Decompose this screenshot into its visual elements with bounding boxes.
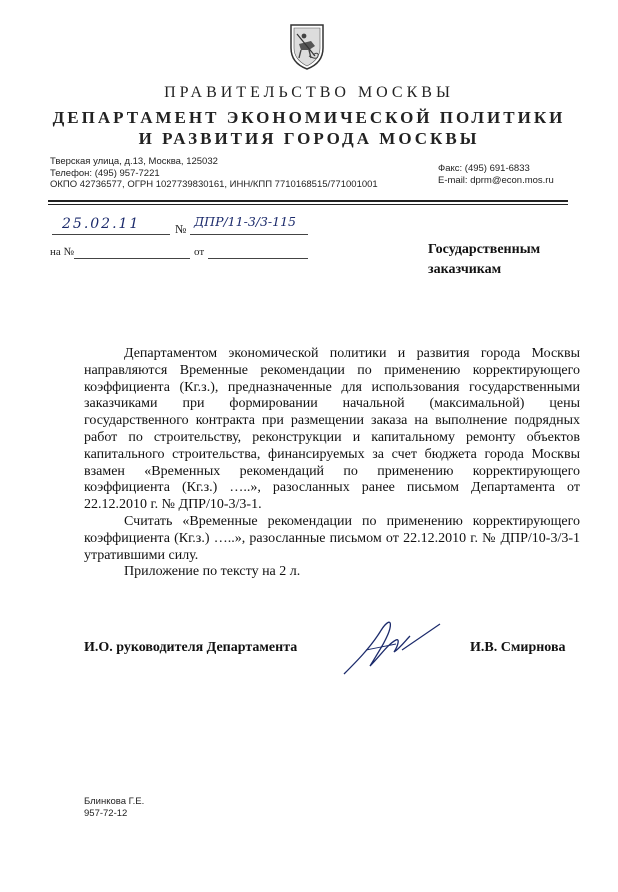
executor-name: Блинкова Г.Е.	[84, 796, 145, 807]
moscow-coat-of-arms-icon	[287, 22, 327, 70]
handwritten-signature-icon	[336, 610, 456, 680]
phone-text: Телефон: (495) 957-7221	[50, 167, 160, 179]
department-heading-line2: И РАЗВИТИЯ ГОРОДА МОСКВЫ	[138, 129, 480, 148]
header-divider-thin	[48, 204, 568, 205]
address-text: Тверская улица, д.13, Москва, 125032	[50, 156, 218, 167]
email-text: E-mail: dprm@econ.mos.ru	[438, 174, 554, 186]
incoming-date-label: от	[194, 246, 205, 258]
fax-text: Факс: (495) 691-6833	[438, 163, 530, 174]
addressee-line2: заказчикам	[428, 262, 502, 277]
body-paragraph-2: Считать «Временные рекомендации по применению корректирующего коэффициента (Кг.з.) …..», разосланные письмом от 22.12.2010 г. № ДПР/10-3/3-1 утратившими силу.	[84, 513, 580, 563]
addressee	[428, 240, 540, 280]
signatory-position: И.О. руководителя Департамента	[84, 640, 298, 655]
signatory-name: И.В. Смирнова	[470, 640, 566, 655]
executor-phone: 957-72-12	[84, 807, 128, 819]
contact-block-left	[50, 156, 378, 191]
executor-block	[84, 796, 144, 819]
letter-body	[84, 346, 580, 581]
registration-codes: ОКПО 42736577, ОГРН 1027739830161, ИНН/КПП 7710168515/771001001	[50, 179, 378, 190]
incoming-number-line	[74, 258, 190, 259]
government-heading: ПРАВИТЕЛЬСТВО МОСКВЫ	[164, 84, 454, 101]
outgoing-date: 25.02.11	[62, 216, 141, 232]
contact-block-right	[438, 163, 554, 186]
body-paragraph-3: Приложение по тексту на 2 л.	[124, 564, 301, 580]
department-heading-line1: ДЕПАРТАМЕНТ ЭКОНОМИЧЕСКОЙ ПОЛИТИКИ	[52, 108, 566, 127]
outgoing-number: ДПР/11-3/3-115	[194, 214, 297, 229]
body-paragraph-1: Департаментом экономической политики и развития города Москвы направляются Временные рекомендации по применению корректирующего коэффициента (Кг.з.), предназначенные для использования государственными заказчиками при формировании начальной (максимальной) цены государственного контракта при размещении заказа на выполнение подрядных работ по строительству, реконструкции и капитальному ремонту объектов капитального строительства, финансируемых за счет бюджета города Москвы взамен «Временных рекомендаций по применению корректирующего коэффициента (Кг.з.) …..», разосланных ранее письмом Департамента от 22.12.2010 г. № ДПР/10-3/3-1.	[84, 346, 580, 513]
incoming-date-line	[208, 258, 308, 259]
incoming-number-label: на №	[50, 246, 75, 258]
header-divider-thick	[48, 200, 568, 202]
addressee-line1: Государственным	[428, 242, 541, 257]
number-label: №	[175, 222, 187, 236]
number-line	[190, 234, 308, 235]
date-line	[52, 234, 170, 235]
